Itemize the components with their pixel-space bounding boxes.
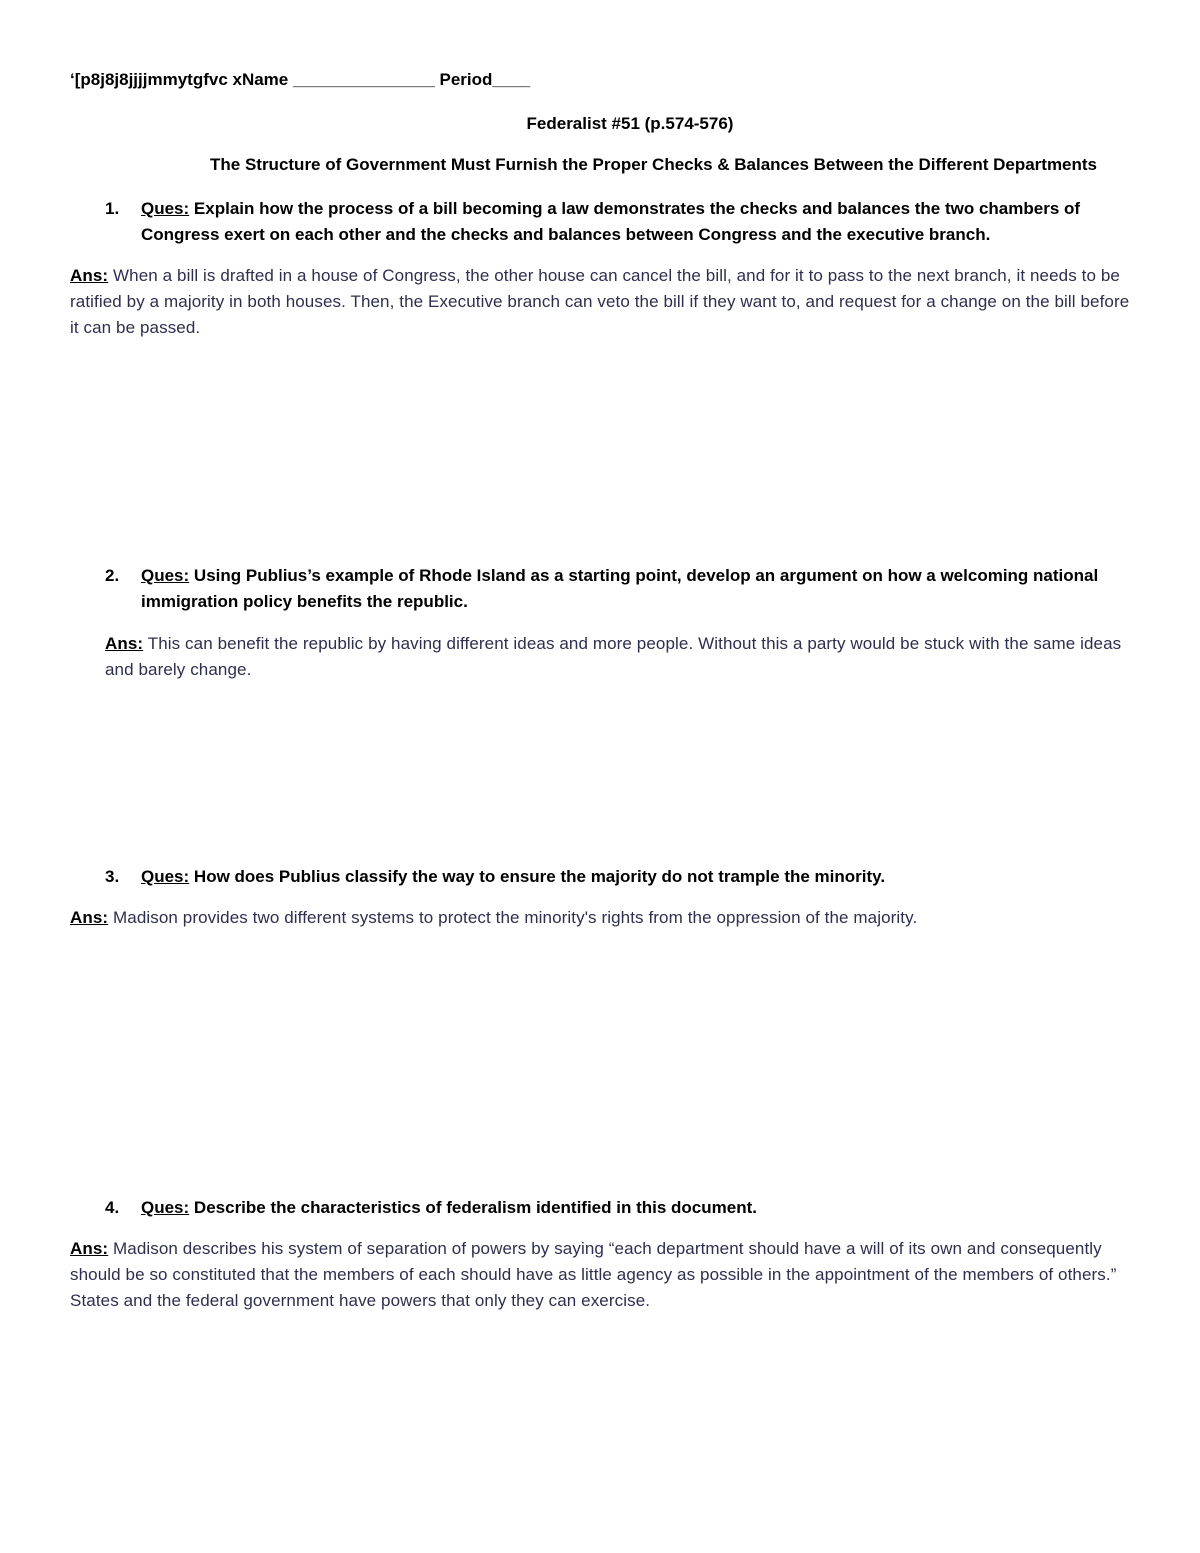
ans-label: Ans: (70, 1239, 109, 1258)
answer-2 (105, 631, 1145, 683)
question-3 (105, 864, 1145, 890)
question-text: Using Publius’s example of Rhode Island as a starting point, develop an argument on how a welcoming national immigration policy benefits the republic. (141, 566, 1099, 611)
ans-label: Ans: (105, 634, 144, 653)
answer-3 (70, 905, 1130, 931)
question-text: How does Publius classify the way to ensure the majority do not trample the minority. (193, 867, 886, 886)
question-number: 3. (105, 867, 120, 886)
question-number: 1. (105, 199, 120, 218)
question-text: Explain how the process of a bill becoming a law demonstrates the checks and balances the two chambers of Congress exert on each other and the checks and balances between Congress and the executive branch. (141, 199, 1081, 244)
ans-label: Ans: (70, 266, 109, 285)
ques-label: Ques: (141, 566, 190, 585)
ans-label: Ans: (70, 908, 109, 927)
answer-1 (70, 263, 1130, 341)
answer-text: This can benefit the republic by having different ideas and more people. Without this a party would be stuck with the same ideas and barely change. (105, 634, 1122, 679)
question-2 (105, 563, 1145, 615)
ques-label: Ques: (141, 867, 190, 886)
question-4 (105, 1195, 1145, 1221)
answer-text: Madison describes his system of separation of powers by saying “each department should have a will of its own and consequently should be so constituted that the members of each should have as little agency as possible in the appointment of the members of others.” States and the federal government have powers that only they can exercise. (70, 1239, 1117, 1310)
answer-text: Madison provides two different systems to protect the minority's rights from the oppression of the majority. (113, 908, 918, 927)
answer-4 (70, 1236, 1130, 1314)
question-number: 2. (105, 566, 120, 585)
name-period-line: ‘[p8j8j8jjjjmmytgfvc xName _______________ Period____ (70, 70, 531, 89)
ques-label: Ques: (141, 1198, 190, 1217)
document-title: Federalist #51 (p.574-576) (526, 114, 734, 133)
question-number: 4. (105, 1198, 120, 1217)
document-subtitle: The Structure of Government Must Furnish the Proper Checks & Balances Between the Different Departments (210, 155, 1098, 174)
ques-label: Ques: (141, 199, 190, 218)
answer-text: When a bill is drafted in a house of Congress, the other house can cancel the bill, and for it to pass to the next branch, it needs to be ratified by a majority in both houses. Then, the Executive branch can veto the bill if they want to, and request for a change on the bill before it can be passed. (70, 266, 1130, 337)
question-text: Describe the characteristics of federalism identified in this document. (193, 1198, 757, 1217)
question-1 (105, 196, 1145, 248)
